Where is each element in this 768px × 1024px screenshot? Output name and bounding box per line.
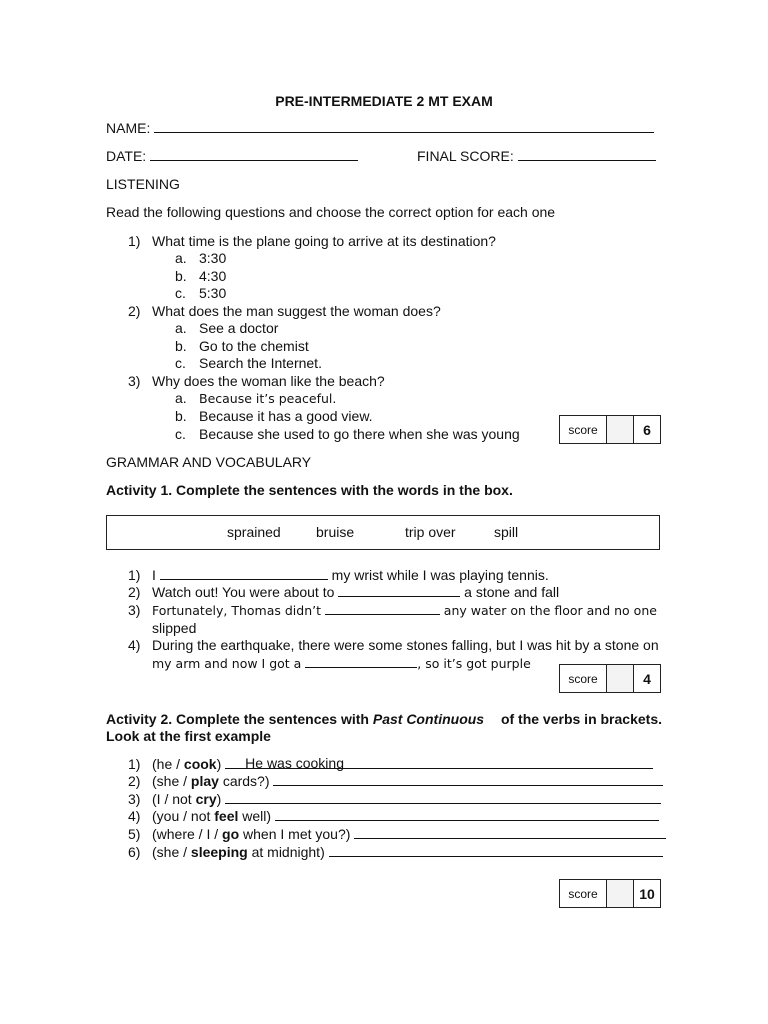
answer-blank[interactable]	[325, 602, 440, 615]
item-number: 2)	[128, 584, 141, 600]
score-value: 6	[643, 421, 651, 438]
option-letter: c.	[175, 285, 186, 301]
grammar-heading: GRAMMAR AND VOCABULARY	[106, 454, 312, 470]
item-number: 5)	[128, 826, 141, 842]
word-item: bruise	[316, 524, 355, 540]
activity-1-item-4-cont	[152, 655, 531, 671]
item-number: 4)	[128, 637, 141, 653]
item-prompt-post: well)	[242, 808, 272, 824]
item-number: 1)	[128, 567, 141, 583]
item-prompt-pre: (you / not	[152, 808, 211, 824]
date-row	[106, 148, 358, 164]
item-prompt-pre: (he /	[152, 756, 181, 772]
item-prompt-post: )	[216, 756, 222, 772]
date-label: DATE:	[106, 148, 147, 164]
name-row	[106, 120, 654, 136]
question-text: Why does the woman like the beach?	[152, 373, 385, 389]
option-letter: a.	[175, 250, 187, 266]
date-field[interactable]	[150, 148, 358, 161]
page-title: PRE-INTERMEDIATE 2 MT EXAM	[275, 93, 493, 109]
option-text: 3:30	[199, 250, 227, 266]
score-value: 4	[643, 670, 651, 687]
option-letter: b.	[175, 338, 187, 354]
activity-2-title-line-2: Look at the first example	[106, 728, 271, 744]
item-text-pre: Watch out! You were about to	[152, 584, 335, 600]
option-letter: b.	[175, 268, 187, 284]
question-number: 3)	[128, 373, 141, 389]
activity-2-title	[106, 711, 662, 727]
question-number: 1)	[128, 233, 141, 249]
item-prompt-pre: (she /	[152, 773, 188, 789]
option[interactable]	[175, 390, 336, 406]
item-prompt-post: )	[216, 791, 222, 807]
activity-2-title-post: of the verbs in brackets.	[500, 711, 662, 727]
item-text-pre: I	[152, 567, 156, 583]
score-label: score	[560, 880, 607, 907]
item-number: 1)	[128, 756, 141, 772]
item-text-pre: Fortunately, Thomas didn’t	[152, 603, 322, 618]
item-text-pre: During the earthquake, there were some stones falling, but I was hit by a stone on	[152, 637, 659, 653]
option-letter: b.	[175, 408, 187, 424]
answer-blank[interactable]	[225, 791, 661, 804]
activity-2-item-5	[128, 826, 666, 842]
answer-example: He was cooking	[245, 755, 344, 771]
option-letter: c.	[175, 355, 186, 371]
option-text: Because she used to go there when she was young	[199, 426, 520, 442]
activity-2-title-pre: Activity 2. Complete the sentences with	[106, 711, 369, 727]
item-prompt-pre: (where / I /	[152, 826, 219, 842]
item-prompt-pre: (she /	[152, 844, 188, 860]
activity-2-item-2	[128, 773, 663, 789]
question-2	[128, 303, 441, 319]
question-text: What time is the plane going to arrive at its destination?	[152, 233, 496, 249]
item-number: 3)	[128, 791, 141, 807]
option[interactable]	[175, 250, 226, 266]
option-text: Go to the chemist	[199, 338, 309, 354]
activity-2-title-emphasis: Past Continuous	[372, 711, 485, 727]
option[interactable]	[175, 408, 373, 424]
option[interactable]	[175, 320, 278, 336]
activity-2-item-4	[128, 808, 659, 824]
final-score-row	[417, 148, 656, 164]
activity-1-item-1	[128, 567, 549, 583]
option-text: 5:30	[199, 285, 227, 301]
answer-blank[interactable]	[275, 808, 659, 821]
activity-1-item-3	[128, 602, 657, 618]
item-number: 4)	[128, 808, 141, 824]
activity-1-item-3-cont: slipped	[152, 620, 197, 636]
option[interactable]	[175, 338, 309, 354]
activity-1-item-2	[128, 584, 559, 600]
answer-blank[interactable]	[273, 773, 663, 786]
item-verb: go	[222, 826, 240, 842]
final-score-label: FINAL SCORE:	[417, 148, 514, 164]
score-label: score	[560, 665, 607, 692]
final-score-field[interactable]	[518, 148, 656, 161]
item-verb: cry	[195, 791, 217, 807]
score-box-listening	[559, 415, 661, 444]
question-1	[128, 233, 496, 249]
item-text-pre: my arm and now I got a	[152, 656, 302, 671]
activity-1-item-4	[128, 637, 659, 653]
option[interactable]	[175, 426, 520, 442]
activity-2-item-1	[128, 756, 653, 772]
option-text: Because it’s peaceful.	[199, 391, 337, 406]
item-verb: play	[190, 773, 219, 789]
option[interactable]	[175, 285, 226, 301]
answer-blank[interactable]	[329, 844, 663, 857]
word-box	[106, 515, 660, 550]
item-prompt-pre: (I / not	[152, 791, 192, 807]
item-verb: sleeping	[190, 844, 248, 860]
listening-heading: LISTENING	[106, 176, 180, 192]
option-letter: a.	[175, 320, 187, 336]
answer-blank[interactable]	[305, 655, 417, 668]
item-prompt-post: when I met you?)	[243, 826, 351, 842]
option-text: 4:30	[199, 268, 227, 284]
word-item: spill	[494, 524, 519, 540]
item-verb: cook	[183, 756, 217, 772]
answer-blank[interactable]	[225, 756, 653, 769]
score-value: 10	[639, 885, 655, 902]
item-number: 2)	[128, 773, 141, 789]
activity-1-title: Activity 1. Complete the sentences with the words in the box.	[106, 482, 513, 498]
question-number: 2)	[128, 303, 141, 319]
score-input[interactable]	[607, 880, 634, 907]
word-item: trip over	[405, 524, 456, 540]
listening-instruction: Read the following questions and choose the correct option for each one	[106, 204, 556, 220]
name-field[interactable]	[154, 120, 654, 133]
name-label: NAME:	[106, 120, 151, 136]
score-input[interactable]	[607, 665, 634, 692]
question-3	[128, 373, 385, 389]
item-prompt-post: at midnight)	[251, 844, 325, 860]
option[interactable]	[175, 268, 226, 284]
score-input[interactable]	[607, 416, 634, 443]
item-number: 3)	[128, 602, 141, 618]
option-letter: c.	[175, 426, 186, 442]
option-text: Search the Internet.	[199, 355, 322, 371]
item-text-post: any water on the floor and no one	[443, 603, 657, 618]
score-label: score	[560, 416, 607, 443]
item-text-post: a stone and fall	[464, 584, 560, 600]
option-text: See a doctor	[199, 320, 279, 336]
item-text-post: , so it’s got purple	[417, 656, 531, 671]
answer-blank[interactable]	[354, 826, 666, 839]
word-item: sprained	[227, 524, 281, 540]
option-text: Because it has a good view.	[199, 408, 373, 424]
score-box-activity-1	[559, 664, 661, 693]
answer-blank[interactable]	[338, 584, 460, 597]
answer-blank[interactable]	[160, 567, 328, 580]
score-box-activity-2	[559, 879, 661, 908]
item-verb: feel	[214, 808, 239, 824]
question-text: What does the man suggest the woman does?	[152, 303, 441, 319]
item-prompt-post: cards?)	[222, 773, 270, 789]
option-letter: a.	[175, 390, 187, 406]
item-text-post: my wrist while I was playing tennis.	[331, 567, 549, 583]
item-number: 6)	[128, 844, 141, 860]
activity-2-item-3	[128, 791, 661, 807]
activity-2-item-6	[128, 844, 663, 860]
option[interactable]	[175, 355, 322, 371]
